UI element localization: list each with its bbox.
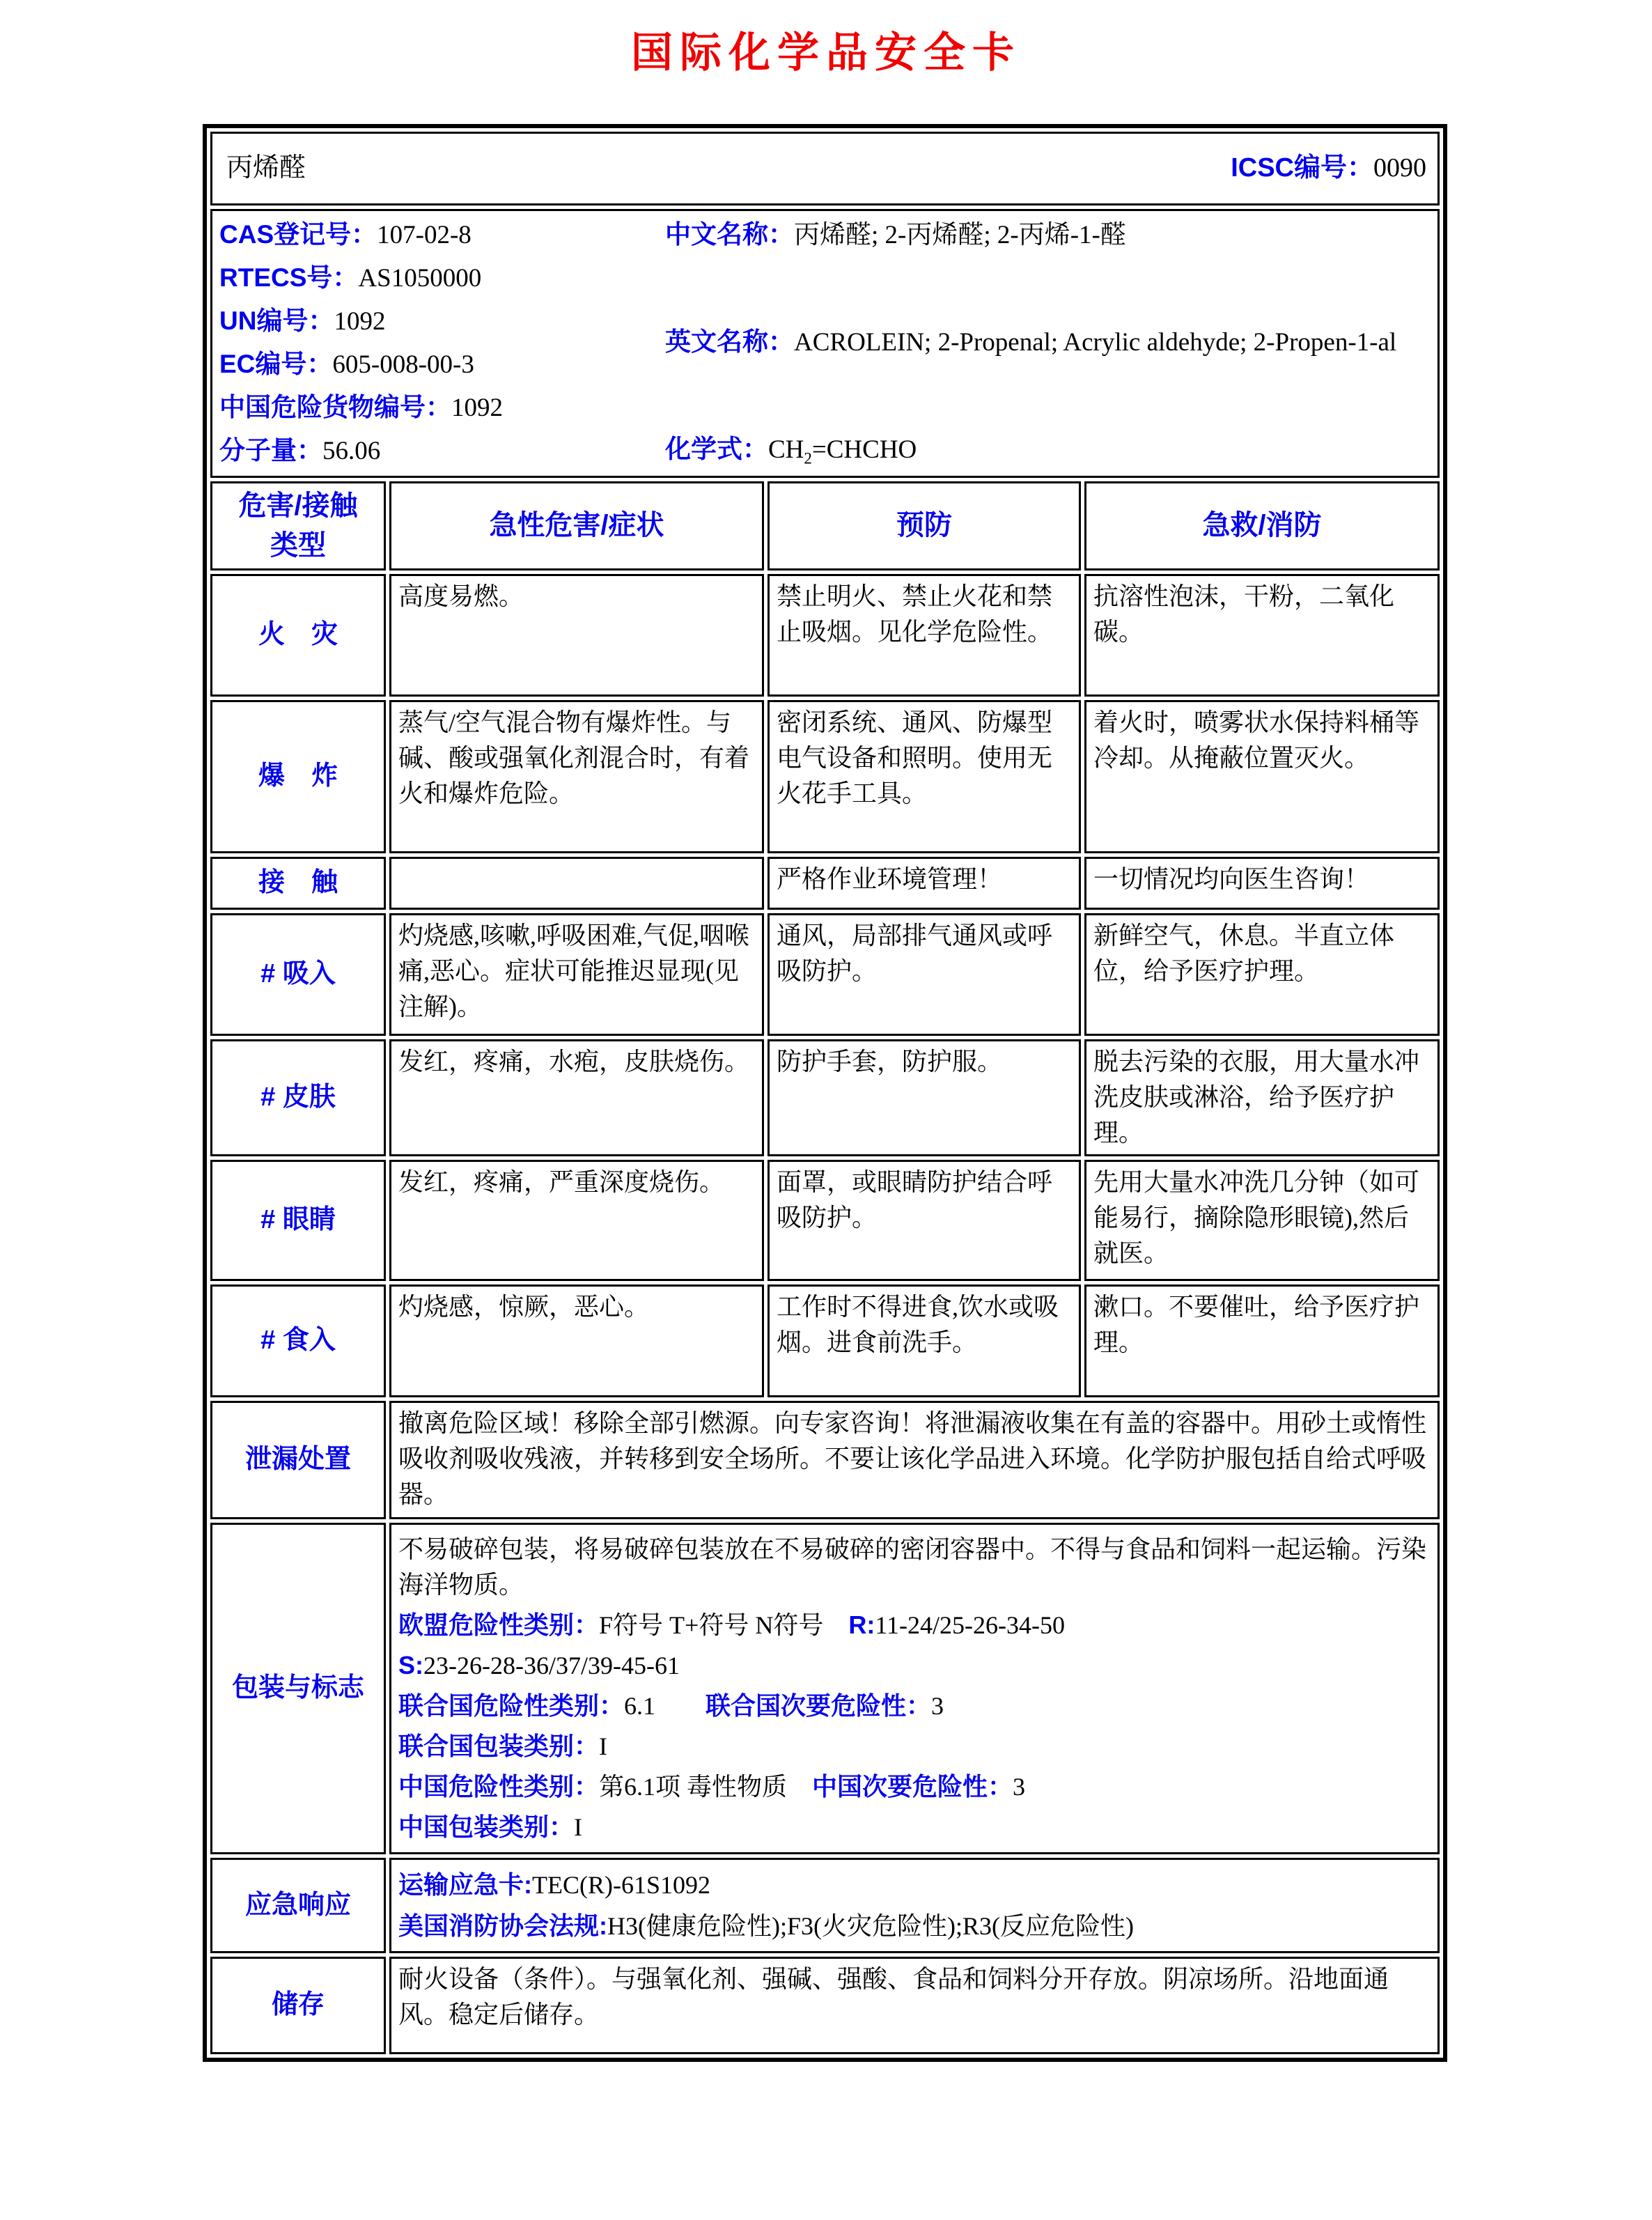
fire-prevention: 禁止明火、禁止火花和禁止吸烟。见化学危险性。 (767, 574, 1081, 697)
cas-label: CAS登记号： (219, 220, 377, 249)
cas-number-line (219, 217, 665, 254)
row-exposure-label: 接 触 (210, 857, 386, 910)
skin-firstaid: 脱去污染的衣服，用大量水冲洗皮肤或淋浴，给予医疗护理。 (1084, 1039, 1440, 1156)
exposure-firstaid: 一切情况均向医生咨询！ (1084, 857, 1440, 910)
formula-line (665, 431, 1431, 470)
ec-number-line (219, 346, 665, 384)
rtecs-number-line (219, 260, 665, 297)
exposure-symptoms (389, 857, 764, 910)
chinese-name-value: 丙烯醛; 2-丙烯醛; 2-丙烯-1-醛 (794, 221, 1126, 249)
table-row (210, 574, 1440, 697)
row-skin-label: # 皮肤 (210, 1039, 386, 1156)
row-explosion-label: 爆 炸 (210, 700, 386, 853)
cas-value: 107-02-8 (377, 221, 472, 249)
table-row (210, 1858, 1440, 1953)
row-packaging-label: 包装与标志 (210, 1523, 386, 1855)
table-row (210, 1957, 1440, 2054)
page-title: 国际化学品安全卡 (631, 29, 1021, 76)
icsc-value: 0090 (1373, 153, 1426, 183)
ec-label: EC编号： (219, 350, 333, 379)
spill-text: 撤离危险区域！移除全部引燃源。向专家咨询！将泄漏液收集在有盖的容器中。用砂土或惰性吸收剂吸收残液，并转移到安全场所。不要让该化学品进入环境。化学防护服包括自给式呼吸器。 (389, 1401, 1440, 1519)
skin-prevention: 防护手套，防护服。 (767, 1039, 1081, 1156)
chinese-name-line (665, 217, 1431, 254)
table-row (210, 1523, 1440, 1855)
explosion-symptoms: 蒸气/空气混合物有爆炸性。与碱、酸或强氧化剂混合时，有着火和爆炸危险。 (389, 700, 764, 853)
header-hazard-type: 危害/接触 类型 (210, 481, 386, 570)
row-fire-label: 火 灾 (210, 574, 386, 697)
un-label: UN编号： (219, 306, 334, 336)
exposure-prevention: 严格作业环境管理！ (767, 857, 1081, 910)
english-name-label: 英文名称： (665, 327, 794, 357)
rtecs-label: RTECS号： (219, 263, 359, 293)
eyes-firstaid: 先用大量水冲洗几分钟（如可能易行，摘除隐形眼镜),然后就医。 (1084, 1160, 1440, 1281)
header-prevention: 预防 (767, 481, 1081, 570)
un-value: 1092 (334, 307, 386, 336)
safety-card-table (203, 124, 1447, 2062)
inhalation-symptoms: 灼烧感,咳嗽,呼吸困难,气促,咽喉痛,恶心。症状可能推迟显现(见注解)。 (389, 913, 764, 1036)
formula-value: $CH_2=CHCHO$ (768, 435, 917, 467)
ec-value: 605-008-00-3 (332, 350, 474, 380)
formula-label: 化学式： (665, 435, 768, 464)
molecular-weight-line (219, 433, 665, 470)
header-symptoms: 急性危害/症状 (389, 481, 764, 570)
substance-name: 丙烯醛 (226, 153, 306, 183)
storage-text: 耐火设备（条件）。与强氧化剂、强碱、强酸、食品和饲料分开存放。阴凉场所。沿地面通风。稳定后储存。 (389, 1957, 1440, 2054)
molecular-weight-value: 56.06 (322, 437, 381, 466)
card-header-row (219, 137, 1431, 201)
row-inhalation-label: # 吸入 (210, 913, 386, 1036)
row-spill-label: 泄漏处置 (210, 1401, 386, 1519)
identifiers-grid (219, 214, 1431, 473)
table-row (210, 700, 1440, 853)
row-emergency-label: 应急响应 (210, 1858, 386, 1953)
ingestion-firstaid: 漱口。不要催吐，给予医疗护理。 (1084, 1284, 1440, 1397)
english-name-value: ACROLEIN; 2-Propenal; Acrylic aldehyde; 2-Propen-1-al (794, 328, 1397, 357)
icsc-label: ICSC编号： (1231, 153, 1373, 183)
ingestion-symptoms: 灼烧感，惊厥，恶心。 (389, 1284, 764, 1397)
table-row (210, 1401, 1440, 1519)
ingestion-prevention: 工作时不得进食,饮水或吸烟。进食前洗手。 (767, 1284, 1081, 1397)
inhalation-prevention: 通风，局部排气通风或呼吸防护。 (767, 913, 1081, 1036)
english-name-line (665, 324, 1431, 362)
table-row (210, 857, 1440, 910)
fire-symptoms: 高度易燃。 (389, 574, 764, 697)
row-ingestion-label: # 食入 (210, 1284, 386, 1397)
table-row (210, 1284, 1440, 1397)
un-number-line (219, 303, 665, 341)
name-list (665, 214, 1431, 473)
eyes-symptoms: 发红，疼痛，严重深度烧伤。 (389, 1160, 764, 1281)
icsc-number (1231, 150, 1431, 187)
table-row (210, 1039, 1440, 1156)
rtecs-value: AS1050000 (358, 264, 482, 293)
fire-firstaid: 抗溶性泡沫，干粉，二氧化碳。 (1084, 574, 1440, 697)
emergency-content: 运输应急卡:TEC(R)-61S1092 美国消防协会法规:H3(健康危险性);F3(火灾危险性);R3(反应危险性) (389, 1858, 1440, 1953)
chinese-name-label: 中文名称： (665, 220, 794, 249)
molecular-weight-label: 分子量： (219, 436, 322, 465)
header-firstaid: 急救/消防 (1084, 481, 1440, 570)
identifiers-cell (210, 209, 1440, 478)
china-dg-number-line (219, 389, 665, 427)
packaging-content: 不易破碎包装，将易破碎包装放在不易破碎的密闭容器中。不得与食品和饲料一起运输。污染海洋物质。 欧盟危险性类别：F符号 T+符号 N符号 R:11-24/25-26-34-50 S:23-26-28-36/37/39-45-61 联合国危险性类别：6.1 联合国次要危险性：3 联合国包装类别：I 中国危险性类别：第6.1项 毒性物质 中国次要危险性：3 中国包装类别：I (389, 1523, 1440, 1855)
explosion-prevention: 密闭系统、通风、防爆型电气设备和照明。使用无火花手工具。 (767, 700, 1081, 853)
eyes-prevention: 面罩，或眼睛防护结合呼吸防护。 (767, 1160, 1081, 1281)
row-storage-label: 储存 (210, 1957, 386, 2054)
inhalation-firstaid: 新鲜空气，休息。半直立体位，给予医疗护理。 (1084, 913, 1440, 1036)
china-dg-value: 1092 (451, 394, 503, 423)
row-eyes-label: # 眼睛 (210, 1160, 386, 1281)
card-header-cell (210, 132, 1440, 205)
table-row (210, 1160, 1440, 1281)
identifier-list (219, 214, 665, 473)
skin-symptoms: 发红，疼痛，水疱，皮肤烧伤。 (389, 1039, 764, 1156)
explosion-firstaid: 着火时，喷雾状水保持料桶等冷却。从掩蔽位置灭火。 (1084, 700, 1440, 853)
china-dg-label: 中国危险货物编号： (219, 393, 451, 422)
table-row (210, 913, 1440, 1036)
